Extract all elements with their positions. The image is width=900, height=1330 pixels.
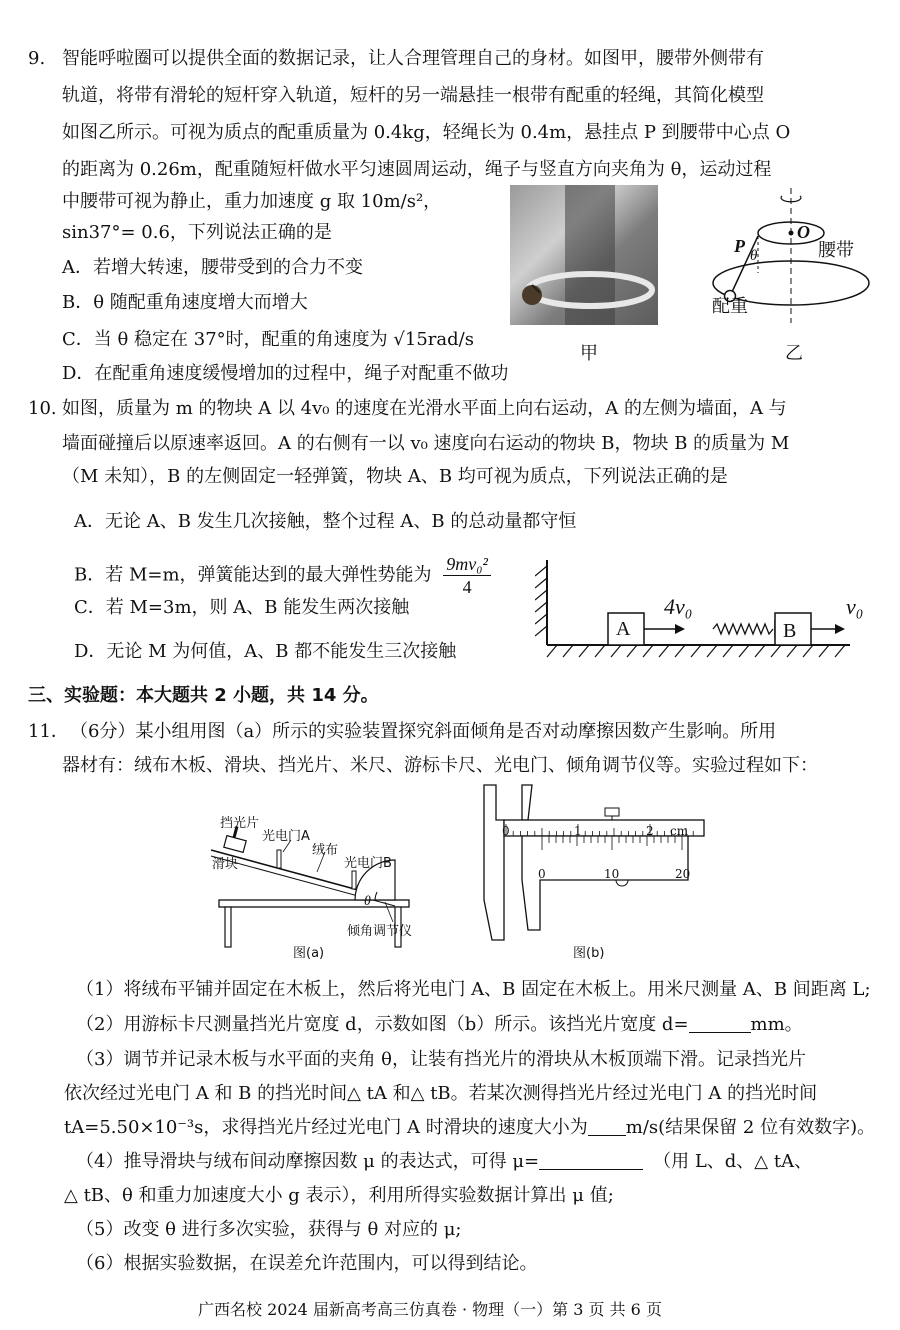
figure-b-caption: 图(b) (573, 946, 605, 961)
block-a-label: A (616, 618, 631, 640)
q10-collision-diagram (535, 560, 880, 665)
q11-step-4-tail: （用 L、d、△ tA、 (653, 1151, 813, 1172)
q11-step-3-line-2: 依次经过光电门 A 和 B 的挡光时间△ tA 和△ tB。若某次测得挡光片经过光电门 A 的挡光时间 (64, 1083, 818, 1104)
q10-line-2: 墙面碰撞后以原速率返回。A 的右侧有一以 v₀ 速度向右运动的物块 B，物块 B 的质量为 M (62, 433, 790, 454)
q11-line-1: （6分）某小组用图（a）所示的实验装置探究斜面倾角是否对动摩擦因数产生影响。所用 (70, 721, 777, 742)
q11-step-3-line-1: （3）调节并记录木板与水平面的夹角 θ，让装有挡光片的滑块从木板顶端下滑。记录挡光片 (76, 1049, 807, 1070)
label-belt: 腰带 (818, 240, 854, 261)
q9-option-c: C．当 θ 稳定在 37°时，配重的角速度为 √15rad/s (62, 329, 474, 350)
q11-step-3-text: tA=5.50×10⁻³s，求得挡光片经过光电门 A 时滑块的速度大小为 (64, 1117, 588, 1138)
answer-blank-mu[interactable] (539, 1151, 643, 1170)
main-scale-1: 1 (574, 824, 582, 838)
q10-option-b-denominator: 4 (462, 577, 472, 597)
q10-option-b (74, 553, 491, 598)
label-theta-a: θ (364, 894, 371, 909)
q9-line-4: 的距离为 0.26m，配重随短杆做水平匀速圆周运动，绳子与竖直方向夹角为 θ，运动过程 (62, 159, 772, 180)
figure-jia-caption: 甲 (580, 343, 598, 364)
q9-option-b: B．θ 随配重角速度增大而增大 (62, 292, 308, 313)
q9-option-d: D．在配重角速度缓慢增加的过程中，绳子对配重不做功 (62, 363, 509, 384)
main-scale-2: 2 (646, 824, 654, 838)
q11-step-2 (76, 1011, 803, 1039)
q10-line-1: 如图，质量为 m 的物块 A 以 4v₀ 的速度在光滑水平面上向右运动，A 的左侧为墙面，A 与 (62, 398, 787, 419)
q9-line-5: 中腰带可视为静止，重力加速度 g 取 10m/s²， (62, 191, 442, 212)
figure-b-vernier-caliper (470, 780, 710, 960)
answer-blank-width[interactable] (689, 1014, 751, 1033)
q11-step-1: （1）将绒布平铺并固定在木板上，然后将光电门 A、B 固定在木板上。用米尺测量 A、B 间距离 L; (76, 979, 871, 1000)
label-cloth: 绒布 (312, 843, 339, 858)
main-scale-unit: cm (670, 824, 689, 838)
figure-yi-caption: 乙 (785, 343, 803, 364)
label-angle-meter: 倾角调节仪 (347, 924, 413, 939)
q9-line-2: 轨道，将带有滑轮的短杆穿入轨道，短杆的另一端悬挂一根带有配重的轻绳，其简化模型 (62, 85, 764, 106)
label-gate-b: 光电门B (344, 856, 392, 871)
section-3-heading: 三、实验题：本大题共 2 小题，共 14 分。 (28, 685, 379, 706)
q11-step-4-line-2: △ tB、θ 和重力加速度大小 g 表示），利用所得实验数据计算出 μ 值; (64, 1185, 614, 1206)
label-shutter: 挡光片 (220, 816, 260, 831)
block-b-label: B (783, 620, 797, 642)
q11-step-3-tail: m/s(结果保留 2 位有效数字)。 (625, 1117, 876, 1138)
q11-step-4-text: （4）推导滑块与绒布间动摩擦因数 μ 的表达式，可得 μ= (76, 1151, 540, 1172)
q11-step-5: （5）改变 θ 进行多次实验，获得与 θ 对应的 μ; (76, 1219, 462, 1240)
q10-option-b-text: B．若 M=m，弹簧能达到的最大弹性势能为 (74, 564, 432, 586)
q11-step-2-text: （2）用游标卡尺测量挡光片宽度 d，示数如图（b）所示。该挡光片宽度 d= (76, 1014, 689, 1035)
vernier-scale-10: 10 (604, 867, 620, 881)
label-o: O (797, 222, 810, 242)
label-p: P (734, 236, 745, 256)
q11-number: 11． (28, 721, 69, 742)
q10-number: 10. (28, 398, 57, 419)
answer-blank-speed[interactable] (588, 1117, 626, 1136)
figure-a-caption: 图(a) (293, 946, 325, 961)
vernier-scale-0: 0 (538, 867, 546, 881)
q9-option-a: A．若增大转速，腰带受到的合力不变 (62, 257, 363, 278)
label-theta: θ (750, 248, 758, 264)
q10-line-3: （M 未知），B 的左侧固定一轻弹簧，物块 A、B 均可视为质点，下列说法正确的是 (62, 466, 728, 487)
q11-step-2-unit: mm。 (750, 1014, 803, 1035)
velocity-b-label: v₀ (846, 594, 864, 619)
velocity-a-label: 4v₀ (664, 594, 693, 619)
q9-number: 9. (28, 48, 46, 69)
label-slider: 滑块 (212, 857, 239, 872)
q10-option-a: A．无论 A、B 发生几次接触，整个过程 A、B 的总动量都守恒 (74, 511, 577, 532)
q9-line-3: 如图乙所示。可视为质点的配重质量为 0.4kg，轻绳长为 0.4m，悬挂点 P 到腰带中心点 O (62, 122, 791, 143)
hula-hoop-photo (510, 185, 658, 325)
q11-step-4 (76, 1148, 812, 1176)
q11-step-3-line-3 (64, 1114, 875, 1142)
q9-line-1: 智能呼啦圈可以提供全面的数据记录，让人合理管理自己的身材。如图甲，腰带外侧带有 (62, 48, 764, 69)
label-weight: 配重 (712, 296, 748, 317)
q11-line-2: 器材有：绒布木板、滑块、挡光片、米尺、游标卡尺、光电门、倾角调节仪等。实验过程如下： (62, 755, 818, 776)
q10-option-b-numerator: 9mv₀² (443, 553, 491, 576)
vernier-scale-20: 20 (675, 867, 691, 881)
q10-option-c: C．若 M=3m，则 A、B 能发生两次接触 (74, 597, 410, 618)
q10-option-d: D．无论 M 为何值，A、B 都不能发生三次接触 (74, 641, 457, 662)
q9-line-6: sin37°= 0.6，下列说法正确的是 (62, 222, 332, 243)
q11-step-6: （6）根据实验数据，在误差允许范围内，可以得到结论。 (76, 1253, 538, 1274)
main-scale-0: 0 (502, 824, 510, 838)
label-gate-a: 光电门A (262, 829, 310, 844)
page-footer: 广西名校 2024 届新高考高三仿真卷 · 物理（一）第 3 页 共 6 页 (198, 1300, 662, 1319)
